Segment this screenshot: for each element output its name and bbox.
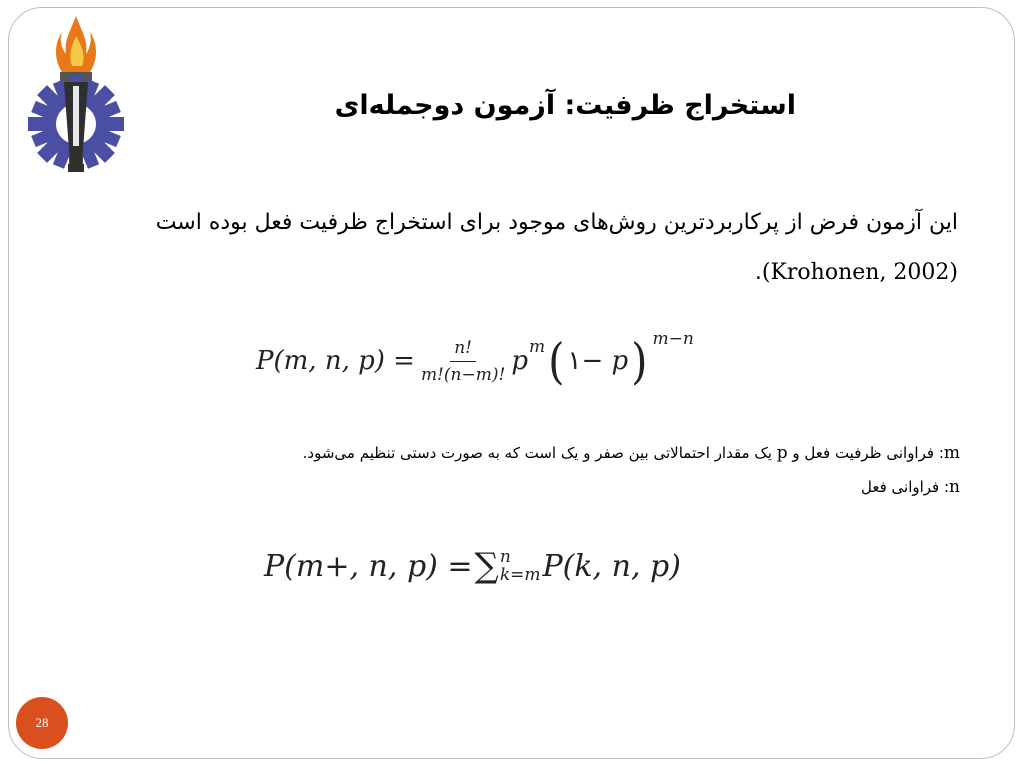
citation: (Krohonen, 2002) <box>761 260 958 285</box>
formula1-minus-p: − p <box>581 346 629 376</box>
formula2-lower-limit: k=m <box>499 565 541 585</box>
definition-n-text: : فراوانی فعل <box>860 478 950 496</box>
formula1-denominator: m!(n−m)! <box>420 364 506 385</box>
formula1-paren-close: ) <box>631 332 648 390</box>
cumulative-formula <box>264 538 681 594</box>
summation-icon: ∑ <box>474 546 499 586</box>
formula1-one: ۱ <box>567 346 582 376</box>
formula1-outer-exponent: m−n <box>652 329 694 349</box>
formula2-lhs: P(m+, n, p) = <box>264 548 473 584</box>
formula1-lhs: P(m, n, p) = <box>256 346 415 376</box>
definition-m-text: : فراوانی ظرفیت فعل و <box>787 444 944 462</box>
formula2-summation <box>475 546 541 586</box>
formula2-rhs: P(k, n, p) <box>542 548 681 584</box>
intro-text: این آزمون فرض از پرکاربردترین روش‌های موجود برای استخراج ظرفیت فعل بوده است <box>155 210 958 235</box>
formula1-paren-open: ( <box>548 332 565 390</box>
slide-title: استخراج ظرفیت: آزمون دوجمله‌ای <box>334 90 796 121</box>
formula1-numerator: n! <box>450 338 476 362</box>
formula2-limits <box>500 548 541 584</box>
torch-gear-logo-icon <box>20 14 132 180</box>
intro-paragraph <box>98 198 958 298</box>
formula1-p-base: p <box>511 346 528 376</box>
definition-m <box>80 436 960 470</box>
formula1-fraction <box>421 338 505 385</box>
page-number-badge: 28 <box>16 697 68 749</box>
formula2-upper-limit: n <box>499 547 511 567</box>
definition-n-var: n <box>949 477 960 497</box>
binomial-formula <box>256 326 694 396</box>
intro-end-punct: . <box>754 260 762 285</box>
definition-m-var: m <box>943 443 960 463</box>
definition-n <box>80 470 960 504</box>
formula1-p-exponent: m <box>528 337 546 357</box>
variable-definitions <box>80 436 960 504</box>
definition-m-text-rest: یک مقدار احتمالاتی بین صفر و یک است که به صورت دستی تنظیم می‌شود. <box>302 444 777 462</box>
definition-p-var: p <box>776 443 788 463</box>
